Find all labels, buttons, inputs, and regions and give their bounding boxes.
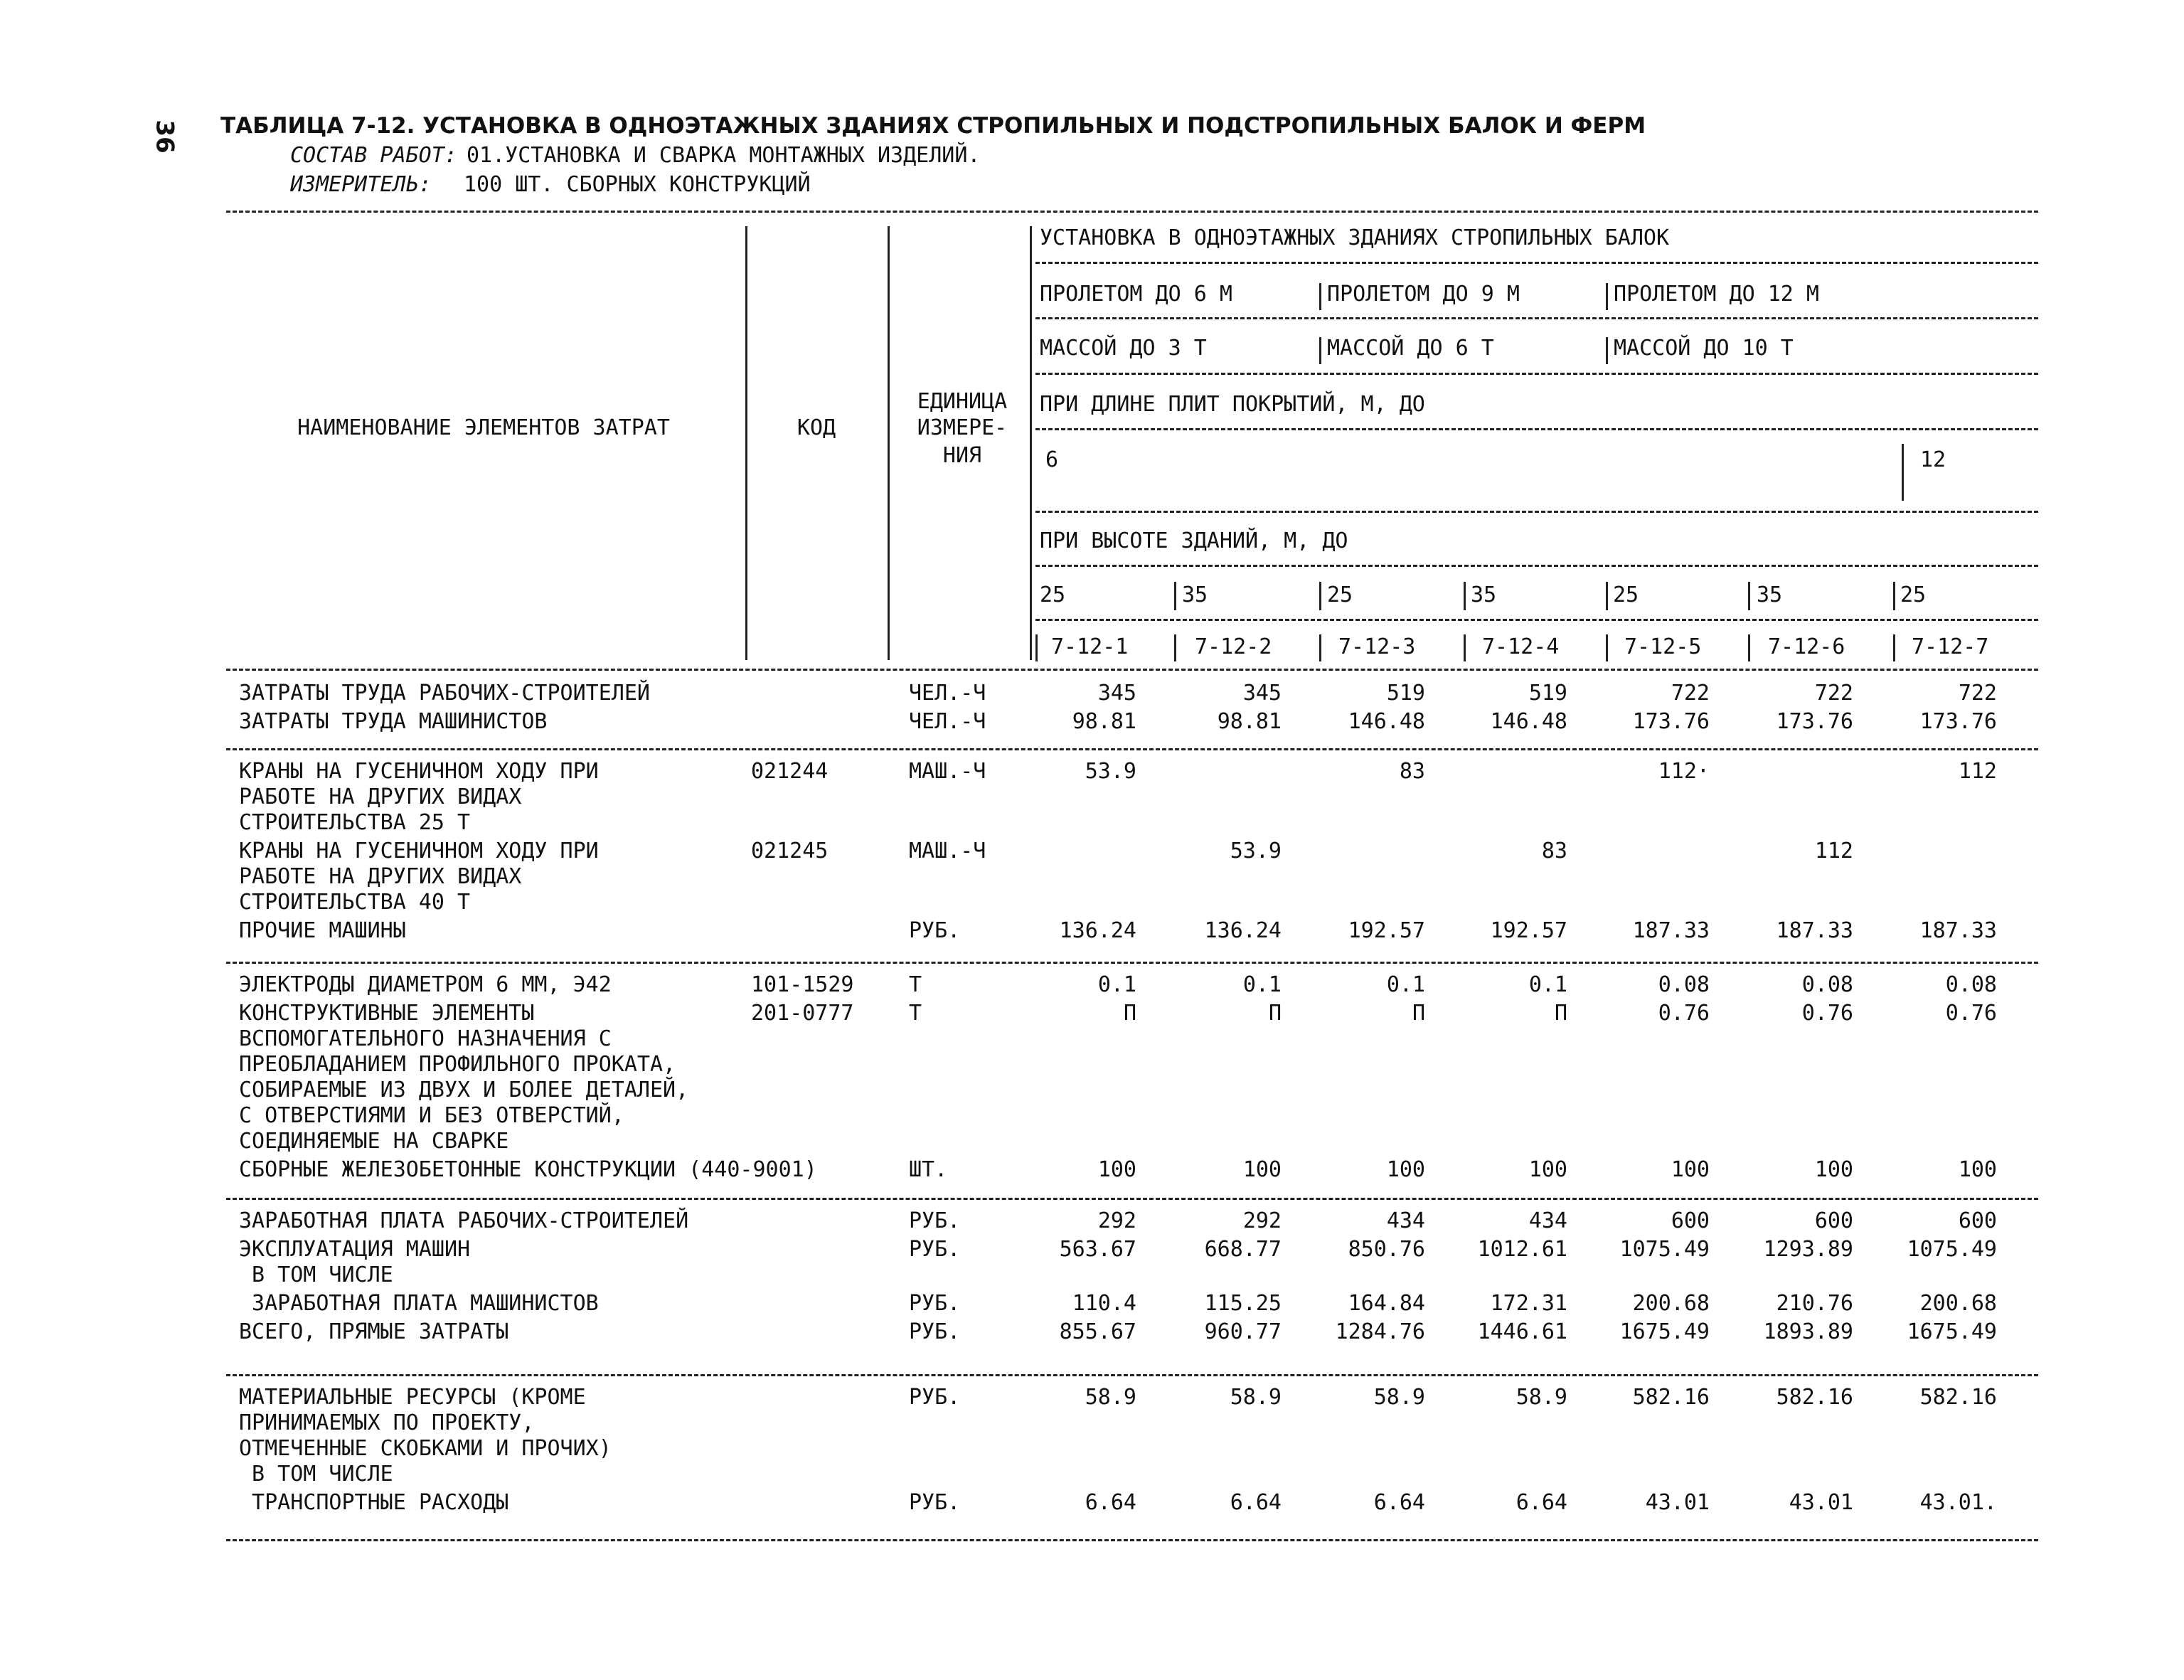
table-rule (226, 1539, 2038, 1541)
header-top-rule (226, 211, 2038, 213)
row-unit: РУБ. (909, 1490, 961, 1515)
row-unit: Т (909, 1001, 922, 1026)
meter-label: ИЗМЕРИТЕЛЬ: (290, 172, 432, 197)
row-unit: ШТ. (909, 1157, 948, 1182)
header-rule (1035, 373, 2038, 375)
span-divider (1606, 283, 1608, 310)
header-code: КОД (797, 415, 836, 440)
row-value: 100 (1671, 1157, 1710, 1182)
row-value: П (1123, 1001, 1136, 1026)
row-value: 192.57 (1490, 918, 1567, 943)
row-unit: РУБ. (909, 1237, 961, 1262)
row-value: 434 (1386, 1208, 1425, 1233)
height-divider (1606, 582, 1608, 610)
row-value: 100 (1097, 1157, 1136, 1182)
column-code: 7-12-7 (1912, 634, 1989, 659)
header-height-value: 35 (1757, 583, 1783, 607)
row-name: РАБОТЕ НА ДРУГИХ ВИДАХ (239, 864, 522, 889)
header-height-value: 25 (1327, 583, 1353, 607)
code-divider (1606, 634, 1608, 661)
header-name: НАИМЕНОВАНИЕ ЭЛЕМЕНТОВ ЗАТРАТ (297, 415, 670, 440)
row-value: 600 (1958, 1208, 1997, 1233)
row-unit: МАШ.-Ч (909, 839, 986, 863)
row-value: 115.25 (1204, 1291, 1282, 1316)
header-rule (1035, 428, 2038, 430)
row-value: П (1554, 1001, 1567, 1026)
column-code: 7-12-2 (1195, 634, 1272, 659)
row-value: 98.81 (1217, 709, 1282, 734)
row-value: 58.9 (1373, 1385, 1425, 1410)
header-unit-line: НИЯ (942, 443, 982, 468)
row-value: 292 (1097, 1208, 1136, 1233)
row-value: 1446.61 (1477, 1319, 1567, 1344)
header-rule (1035, 317, 2038, 319)
header-mass: МАССОЙ ДО 10 Т (1614, 336, 1794, 361)
header-height: ПРИ ВЫСОТЕ ЗДАНИЙ, М, ДО (1040, 528, 1348, 553)
row-value: 434 (1528, 1208, 1567, 1233)
row-name: ВСПОМОГАТЕЛЬНОГО НАЗНАЧЕНИЯ С (239, 1026, 612, 1051)
row-value: 173.76 (1632, 709, 1710, 734)
row-value: 98.81 (1072, 709, 1136, 734)
code-divider (1035, 634, 1038, 661)
row-value: 200.68 (1919, 1291, 1997, 1316)
row-unit: РУБ. (909, 1291, 961, 1316)
row-value: 53.9 (1085, 759, 1136, 784)
table-rule (226, 669, 2038, 671)
row-name: ЗАТРАТЫ ТРУДА РАБОЧИХ-СТРОИТЕЛЕЙ (239, 681, 650, 706)
code-divider (1174, 634, 1176, 661)
row-value: 146.48 (1348, 709, 1425, 734)
row-name: СТРОИТЕЛЬСТВА 25 Т (239, 810, 471, 835)
row-name: СОЕДИНЯЕМЫЕ НА СВАРКЕ (239, 1129, 509, 1154)
row-name: В ТОМ ЧИСЛЕ (239, 1262, 393, 1287)
header-span: ПРОЛЕТОМ ДО 6 М (1040, 282, 1232, 307)
header-slab-value: 12 (1920, 447, 1946, 472)
row-name: ПРЕОБЛАДАНИЕМ ПРОФИЛЬНОГО ПРОКАТА, (239, 1052, 676, 1077)
row-name: ЭКСПЛУАТАЦИЯ МАШИН (239, 1237, 471, 1262)
row-value: 112 (1958, 759, 1997, 784)
table-rule (226, 748, 2038, 750)
header-mass: МАССОЙ ДО 3 Т (1040, 336, 1207, 361)
header-slab-length: ПРИ ДЛИНЕ ПЛИТ ПОКРЫТИЙ, М, ДО (1040, 392, 1425, 417)
row-value: 0.08 (1945, 972, 1997, 997)
row-value: 855.67 (1059, 1319, 1136, 1344)
row-code: 101-1529 (751, 972, 854, 997)
row-name: ПРИНИМАЕМЫХ ПО ПРОЕКТУ, (239, 1410, 535, 1435)
header-install: УСТАНОВКА В ОДНОЭТАЖНЫХ ЗДАНИЯХ СТРОПИЛЬНЫХ БАЛОК (1040, 225, 1670, 250)
header-height-value: 25 (1900, 583, 1927, 607)
row-value: 146.48 (1490, 709, 1567, 734)
row-value: 100 (1386, 1157, 1425, 1182)
row-value: 0.1 (1242, 972, 1282, 997)
row-value: 100 (1814, 1157, 1853, 1182)
column-code: 7-12-5 (1624, 634, 1702, 659)
row-value: 0.1 (1386, 972, 1425, 997)
row-value: 6.64 (1516, 1490, 1567, 1515)
header-span: ПРОЛЕТОМ ДО 9 М (1327, 282, 1520, 307)
row-value: 83 (1399, 759, 1425, 784)
height-divider (1174, 582, 1176, 610)
row-value: 6.64 (1085, 1490, 1136, 1515)
row-value: 0.08 (1658, 972, 1710, 997)
row-value: 722 (1958, 681, 1997, 706)
table-title: ТАБЛИЦА 7-12. УСТАНОВКА В ОДНОЭТАЖНЫХ ЗДАНИЯХ СТРОПИЛЬНЫХ И ПОДСТРОПИЛЬНЫХ БАЛОК И ФЕРМ (220, 113, 1646, 139)
row-name: ВСЕГО, ПРЯМЫЕ ЗАТРАТЫ (239, 1319, 509, 1344)
slab-divider (1902, 444, 1904, 501)
row-name: ТРАНСПОРТНЫЕ РАСХОДЫ (239, 1490, 509, 1515)
row-value: 1075.49 (1907, 1237, 1997, 1262)
row-value: 110.4 (1072, 1291, 1136, 1316)
row-value: 43.01 (1645, 1490, 1710, 1515)
row-value: 960.77 (1204, 1319, 1282, 1344)
row-name: ЗАТРАТЫ ТРУДА МАШИНИСТОВ (239, 709, 548, 734)
row-value: 292 (1242, 1208, 1282, 1233)
row-unit: Т (909, 972, 922, 997)
row-value: 192.57 (1348, 918, 1425, 943)
row-value: 58.9 (1230, 1385, 1282, 1410)
table-rule (226, 962, 2038, 964)
table-rule (226, 1198, 2038, 1200)
row-value: 722 (1814, 681, 1853, 706)
row-value: 668.77 (1204, 1237, 1282, 1262)
row-code: 201-0777 (751, 1001, 854, 1026)
row-value: 112· (1658, 759, 1710, 784)
row-name: В ТОМ ЧИСЛЕ (239, 1462, 393, 1487)
row-value: 172.31 (1490, 1291, 1567, 1316)
row-value: 100 (1242, 1157, 1282, 1182)
height-divider (1748, 582, 1750, 610)
header-slab-value: 6 (1045, 447, 1059, 472)
row-value: 582.16 (1919, 1385, 1997, 1410)
row-value: 0.76 (1801, 1001, 1853, 1026)
row-value: 0.76 (1658, 1001, 1710, 1026)
height-divider (1893, 582, 1895, 610)
row-value: 1675.49 (1619, 1319, 1710, 1344)
row-value: 43.01. (1919, 1490, 1997, 1515)
row-value: 563.67 (1059, 1237, 1136, 1262)
meter-text: 100 ШТ. СБОРНЫХ КОНСТРУКЦИЙ (464, 172, 811, 197)
mass-divider (1606, 337, 1608, 364)
row-value: 112 (1814, 839, 1853, 863)
mass-divider (1319, 337, 1321, 364)
row-name: ЗАРАБОТНАЯ ПЛАТА РАБОЧИХ-СТРОИТЕЛЕЙ (239, 1208, 689, 1233)
row-value: П (1268, 1001, 1282, 1026)
header-mass: МАССОЙ ДО 6 Т (1327, 336, 1494, 361)
row-unit: МАШ.-Ч (909, 759, 986, 784)
row-value: 1675.49 (1907, 1319, 1997, 1344)
header-rule (1035, 511, 2038, 513)
header-height-value: 35 (1471, 583, 1497, 607)
height-divider (1319, 582, 1321, 610)
row-value: 100 (1958, 1157, 1997, 1182)
row-value: 600 (1671, 1208, 1710, 1233)
row-value: 850.76 (1348, 1237, 1425, 1262)
row-value: 187.33 (1776, 918, 1853, 943)
row-value: 136.24 (1059, 918, 1136, 943)
row-value: 582.16 (1632, 1385, 1710, 1410)
column-divider (888, 226, 890, 660)
column-code: 7-12-6 (1768, 634, 1845, 659)
row-name: ОТМЕЧЕННЫЕ СКОБКАМИ И ПРОЧИХ) (239, 1436, 612, 1461)
row-value: 345 (1097, 681, 1136, 706)
row-value: 345 (1242, 681, 1282, 706)
column-code: 7-12-4 (1482, 634, 1560, 659)
row-value: 200.68 (1632, 1291, 1710, 1316)
row-value: 0.08 (1801, 972, 1853, 997)
row-value: 210.76 (1776, 1291, 1853, 1316)
header-span: ПРОЛЕТОМ ДО 12 М (1614, 282, 1819, 307)
composition-text: 01.УСТАНОВКА И СВАРКА МОНТАЖНЫХ ИЗДЕЛИЙ. (467, 143, 981, 168)
page-number: 36 (150, 119, 179, 154)
row-name: КОНСТРУКТИВНЫЕ ЭЛЕМЕНТЫ (239, 1001, 535, 1026)
row-value: 53.9 (1230, 839, 1282, 863)
code-divider (1319, 634, 1321, 661)
header-height-value: 25 (1613, 583, 1639, 607)
row-value: 600 (1814, 1208, 1853, 1233)
row-value: 0.1 (1097, 972, 1136, 997)
header-unit-line: ИЗМЕРЕ- (917, 415, 1008, 440)
row-value: 100 (1528, 1157, 1567, 1182)
header-rule (1035, 619, 2038, 621)
row-name: ПРОЧИЕ МАШИНЫ (239, 918, 406, 943)
row-value: 1012.61 (1477, 1237, 1567, 1262)
row-value: 187.33 (1919, 918, 1997, 943)
row-value: 1293.89 (1763, 1237, 1853, 1262)
row-value: 722 (1671, 681, 1710, 706)
row-value: 582.16 (1776, 1385, 1853, 1410)
row-unit: РУБ. (909, 1385, 961, 1410)
row-value: 6.64 (1373, 1490, 1425, 1515)
header-rule (1035, 262, 2038, 264)
row-name: С ОТВЕРСТИЯМИ И БЕЗ ОТВЕРСТИЙ, (239, 1103, 624, 1128)
row-unit: ЧЕЛ.-Ч (909, 681, 986, 706)
row-unit: РУБ. (909, 1319, 961, 1344)
row-name: СОБИРАЕМЫЕ ИЗ ДВУХ И БОЛЕЕ ДЕТАЛЕЙ, (239, 1078, 689, 1102)
row-code: 021244 (751, 759, 829, 784)
row-value: 519 (1528, 681, 1567, 706)
row-value: П (1412, 1001, 1425, 1026)
table-rule (226, 1374, 2038, 1376)
row-name: ЗАРАБОТНАЯ ПЛАТА МАШИНИСТОВ (239, 1291, 599, 1316)
row-value: 1893.89 (1763, 1319, 1853, 1344)
row-name: СТРОИТЕЛЬСТВА 40 Т (239, 890, 471, 915)
row-value: 6.64 (1230, 1490, 1282, 1515)
header-unit-line: ЕДИНИЦА (917, 389, 1008, 414)
code-divider (1748, 634, 1750, 661)
composition-label: СОСТАВ РАБОТ: (290, 143, 457, 168)
code-divider (1893, 634, 1895, 661)
row-value: 58.9 (1516, 1385, 1567, 1410)
row-unit: РУБ. (909, 1208, 961, 1233)
row-name: КРАНЫ НА ГУСЕНИЧНОМ ХОДУ ПРИ (239, 839, 599, 863)
header-height-value: 35 (1182, 583, 1208, 607)
column-code: 7-12-3 (1338, 634, 1416, 659)
row-value: 0.1 (1528, 972, 1567, 997)
header-height-value: 25 (1040, 583, 1066, 607)
row-value: 173.76 (1776, 709, 1853, 734)
row-value: 43.01 (1789, 1490, 1853, 1515)
row-value: 0.76 (1945, 1001, 1997, 1026)
column-code: 7-12-1 (1051, 634, 1129, 659)
column-divider (745, 226, 747, 660)
row-value: 519 (1386, 681, 1425, 706)
row-value: 58.9 (1085, 1385, 1136, 1410)
row-value: 1075.49 (1619, 1237, 1710, 1262)
row-name: ЭЛЕКТРОДЫ ДИАМЕТРОМ 6 ММ, Э42 (239, 972, 612, 997)
row-value: 187.33 (1632, 918, 1710, 943)
row-name: МАТЕРИАЛЬНЫЕ РЕСУРСЫ (КРОМЕ (239, 1385, 586, 1410)
row-unit: ЧЕЛ.-Ч (909, 709, 986, 734)
row-name: КРАНЫ НА ГУСЕНИЧНОМ ХОДУ ПРИ (239, 759, 599, 784)
header-rule (1035, 565, 2038, 567)
row-name: СБОРНЫЕ ЖЕЛЕЗОБЕТОННЫЕ КОНСТРУКЦИИ (440-9001) (239, 1157, 817, 1182)
row-value: 136.24 (1204, 918, 1282, 943)
row-value: 1284.76 (1335, 1319, 1425, 1344)
column-divider (1030, 226, 1032, 660)
row-value: 173.76 (1919, 709, 1997, 734)
height-divider (1464, 582, 1466, 610)
row-code: 021245 (751, 839, 829, 863)
row-value: 164.84 (1348, 1291, 1425, 1316)
code-divider (1464, 634, 1466, 661)
row-name: РАБОТЕ НА ДРУГИХ ВИДАХ (239, 785, 522, 809)
row-value: 83 (1541, 839, 1567, 863)
span-divider (1319, 283, 1321, 310)
row-unit: РУБ. (909, 918, 961, 943)
